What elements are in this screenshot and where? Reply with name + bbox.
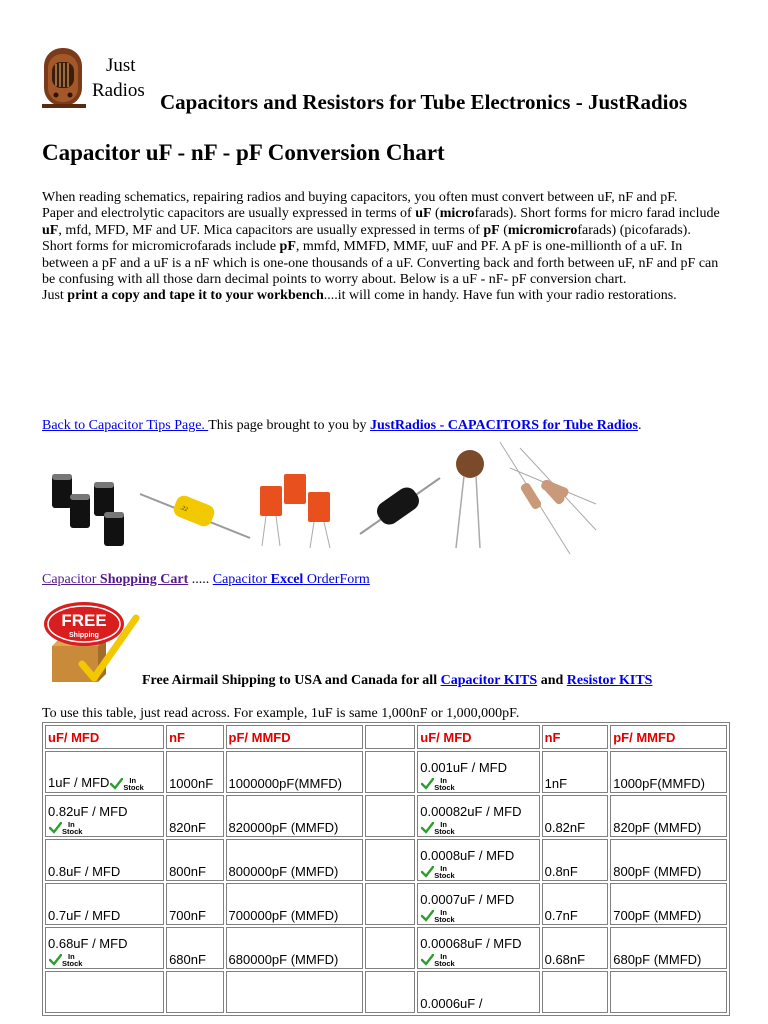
cell-left-pf: 800000pF (MMFD) (226, 839, 364, 881)
in-stock-badge (49, 953, 82, 967)
electrolytic-capacitors-image (52, 474, 124, 546)
shopping-cart-link[interactable]: Capacitor Shopping Cart (42, 572, 189, 587)
cell-left-pf: 700000pF (MMFD) (226, 883, 364, 925)
cell-right-pf: 680pF (MMFD) (610, 927, 727, 969)
in-stock-badge (421, 865, 454, 879)
resistor-kits-link[interactable]: Resistor KITS (566, 673, 653, 688)
in-stock-badge (421, 953, 454, 967)
cell-right-nf: 1nF (542, 751, 609, 793)
table-row (45, 839, 727, 881)
in-stock-label: In Stock (434, 908, 455, 924)
in-stock-label: In Stock (434, 864, 455, 880)
header-uf-right: uF/ MFD (417, 725, 539, 749)
svg-text:FREE: FREE (61, 611, 107, 630)
cell-spacer (365, 971, 415, 1013)
intro-paragraph-5: between a pF and a uF is a nF which is one-one thousands of a uF. Converting back and forth between uF, nF and pF can be confusing with all those darn decimal points to worry about. Below is a uF - nF- pF conversion chart. (42, 255, 719, 288)
table-row (45, 795, 727, 837)
cell-left-pf (226, 971, 364, 1013)
logo-text-just: Just (106, 55, 136, 76)
header-pf-right: pF/ MMFD (610, 725, 727, 749)
intro-paragraph-6: Just print a copy and tape it to your workbench....it will come in handy. Have fun with your radio restorations. (42, 288, 677, 304)
cell-right-pf (610, 971, 727, 1013)
cell-spacer (365, 751, 415, 793)
cell-left-uf (45, 971, 164, 1013)
ceramic-disc-capacitor-image (456, 450, 484, 548)
cell-left-nf: 800nF (166, 839, 223, 881)
table-row (45, 971, 727, 1013)
orange-film-capacitors-image (260, 474, 330, 548)
cell-right-nf: 0.82nF (542, 795, 609, 837)
cell-right-uf: 0.0008uF / MFD In Stock (417, 839, 539, 881)
intro-paragraph-1: When reading schematics, repairing radios and buying capacitors, you often must convert between uF, nF and pF. (42, 190, 678, 205)
resistors-image (500, 442, 596, 554)
in-stock-label: In Stock (434, 820, 455, 836)
justradios-logo (42, 46, 154, 110)
green-check-icon (421, 778, 434, 790)
cell-spacer (365, 795, 415, 837)
in-stock-label: In Stock (62, 820, 83, 836)
brought-text: This page brought to you by (208, 418, 370, 433)
table-header-row (45, 725, 727, 749)
in-stock-label: In Stock (62, 952, 83, 968)
conversion-table (42, 722, 730, 1016)
cell-right-nf: 0.8nF (542, 839, 609, 881)
intro-text (42, 190, 732, 305)
intro-paragraph-4: Short forms for micromicrofarads include pF, mmfd, MMFD, MMF, uuF and PF. A pF is one-millionth of a uF. In (42, 239, 683, 255)
header-uf-left: uF/ MFD (45, 725, 164, 749)
cell-right-pf: 1000pF(MMFD) (610, 751, 727, 793)
cell-right-uf: 0.0007uF / MFD In Stock (417, 883, 539, 925)
green-check-icon (421, 910, 434, 922)
capacitor-photos (40, 438, 600, 560)
axial-film-capacitor-image (140, 493, 250, 538)
cell-right-uf: 0.00068uF / MFD In Stock (417, 927, 539, 969)
cell-right-pf: 820pF (MMFD) (610, 795, 727, 837)
free-shipping-text: Free Airmail Shipping to USA and Canada for all Capacitor KITS and Resistor KITS (142, 673, 653, 688)
in-stock-badge (110, 777, 143, 791)
cell-left-uf: 0.68uF / MFD In Stock (45, 927, 164, 969)
intro-paragraph-3: uF, mfd, MFD, MF and UF. Mica capacitors are usually expressed in terms of pF (micromicrofarads) (picofarads). (42, 222, 691, 238)
cell-spacer (365, 839, 415, 881)
cell-right-nf: 0.7nF (542, 883, 609, 925)
cell-left-nf: 820nF (166, 795, 223, 837)
table-row (45, 751, 727, 793)
in-stock-badge (421, 821, 454, 835)
cell-right-uf: 0.00082uF / MFD In Stock (417, 795, 539, 837)
cell-left-uf: 0.8uF / MFD (45, 839, 164, 881)
green-check-icon (110, 778, 123, 790)
header-spacer (365, 725, 415, 749)
site-title: Capacitors and Resistors for Tube Electronics - JustRadios (160, 90, 688, 114)
svg-text:Shipping: Shipping (69, 632, 99, 639)
cell-left-pf: 1000000pF(MMFD) (226, 751, 364, 793)
cell-left-uf: 0.82uF / MFD In Stock (45, 795, 164, 837)
green-check-icon (421, 822, 434, 834)
axial-electrolytic-capacitor-image (360, 478, 440, 534)
cell-left-uf: 1uF / MFD In Stock (45, 751, 164, 793)
green-check-icon (421, 954, 434, 966)
green-check-icon (49, 954, 62, 966)
table-note: To use this table, just read across. For example, 1uF is same 1,000nF or 1,000,000pF. (42, 706, 520, 721)
cell-left-nf (166, 971, 223, 1013)
logo-text-radios: Radios (92, 80, 145, 101)
in-stock-label: In Stock (123, 776, 144, 792)
cell-right-nf (542, 971, 609, 1013)
svg-text:.22: .22 (179, 504, 189, 514)
capacitor-kits-link[interactable]: Capacitor KITS (440, 673, 538, 688)
cell-left-pf: 680000pF (MMFD) (226, 927, 364, 969)
cell-left-pf: 820000pF (MMFD) (226, 795, 364, 837)
links-line: Back to Capacitor Tips Page. This page brought to you by JustRadios - CAPACITORS for Tube Radios. (42, 418, 642, 433)
in-stock-label: In Stock (434, 952, 455, 968)
cell-left-nf: 680nF (166, 927, 223, 969)
header-nf-left: nF (166, 725, 223, 749)
table-row (45, 883, 727, 925)
intro-paragraph-2: Paper and electrolytic capacitors are usually expressed in terms of uF (microfarads). Short forms for micro farad include (42, 206, 720, 222)
back-to-capacitor-tips-link[interactable]: Back to Capacitor Tips Page. (42, 418, 209, 433)
cell-right-uf: 0.0006uF / (417, 971, 539, 1013)
in-stock-badge (49, 821, 82, 835)
cell-right-pf: 800pF (MMFD) (610, 839, 727, 881)
free-shipping-badge (42, 598, 142, 688)
cell-left-nf: 1000nF (166, 751, 223, 793)
cell-right-uf: 0.001uF / MFD In Stock (417, 751, 539, 793)
cell-right-nf: 0.68nF (542, 927, 609, 969)
in-stock-badge (421, 909, 454, 923)
header-nf-right: nF (542, 725, 609, 749)
cell-spacer (365, 883, 415, 925)
cell-left-uf: 0.7uF / MFD (45, 883, 164, 925)
cart-links-line: Capacitor Shopping Cart ..... Capacitor Excel OrderForm (42, 572, 370, 587)
header-pf-left: pF/ MMFD (226, 725, 364, 749)
in-stock-label: In Stock (434, 776, 455, 792)
cell-right-pf: 700pF (MMFD) (610, 883, 727, 925)
page-title: Capacitor uF - nF - pF Conversion Chart (42, 140, 445, 165)
in-stock-badge (421, 777, 454, 791)
excel-orderform-link[interactable]: Capacitor Excel OrderForm (212, 572, 370, 587)
cell-left-nf: 700nF (166, 883, 223, 925)
green-check-icon (421, 866, 434, 878)
table-row (45, 927, 727, 969)
cell-spacer (365, 927, 415, 969)
justradios-capacitors-link[interactable]: JustRadios - CAPACITORS for Tube Radios (369, 418, 638, 433)
green-check-icon (49, 822, 62, 834)
